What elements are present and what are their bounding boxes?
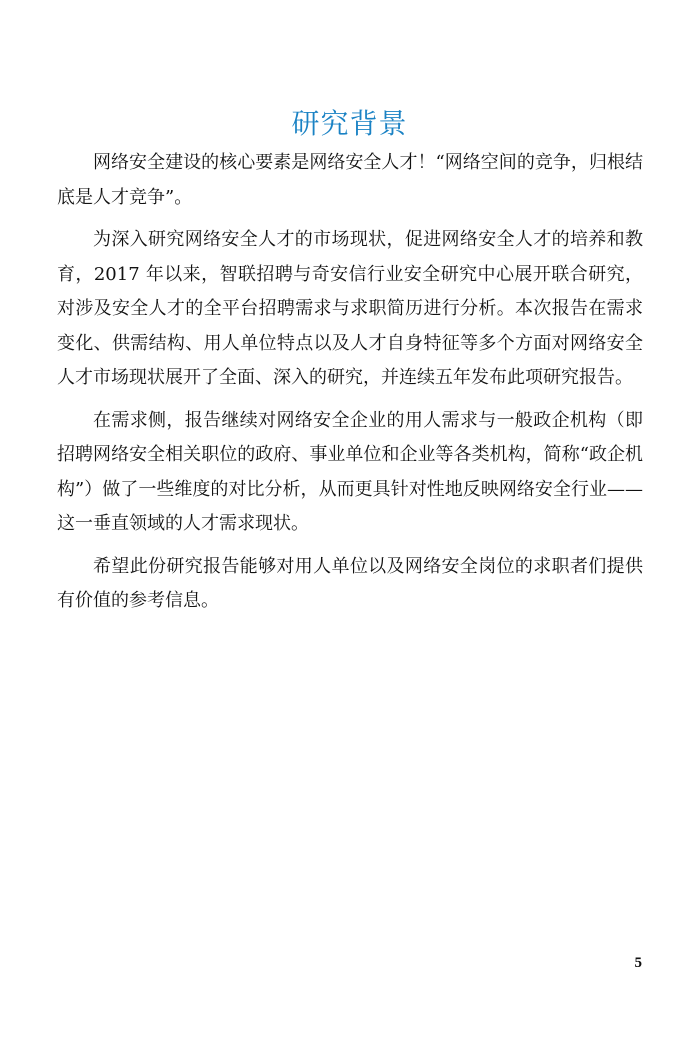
body-text	[57, 146, 643, 627]
page-title: 研究背景	[291, 107, 408, 140]
paragraph-1: 网络安全建设的核心要素是网络安全人才！“网络空间的竞争，归根结底是人才竞争”。	[57, 152, 643, 208]
page-number: 5	[634, 955, 642, 971]
paragraph-3: 在需求侧，报告继续对网络安全企业的用人需求与一般政企机构（即招聘网络安全相关职位的政府、事业单位和企业等各类机构，简称“政企机构”）做了一些维度的对比分析，从而更具针对性地反映网络安全行业——这一垂直领域的人才需求现状。	[57, 409, 643, 534]
paragraph-2: 为深入研究网络安全人才的市场现状，促进网络安全人才的培养和教育，2017 年以来，智联招聘与奇安信行业安全研究中心展开联合研究，对涉及安全人才的全平台招聘需求与求职简历进行分析。本次报告在需求变化、供需结构、用人单位特点以及人才自身特征等多个方面对网络安全人才市场现状展开了全面、深入的研究，并连续五年发布此项研究报告。	[57, 229, 643, 388]
paragraph-4: 希望此份研究报告能够对用人单位以及网络安全岗位的求职者们提供有价值的参考信息。	[57, 555, 643, 611]
